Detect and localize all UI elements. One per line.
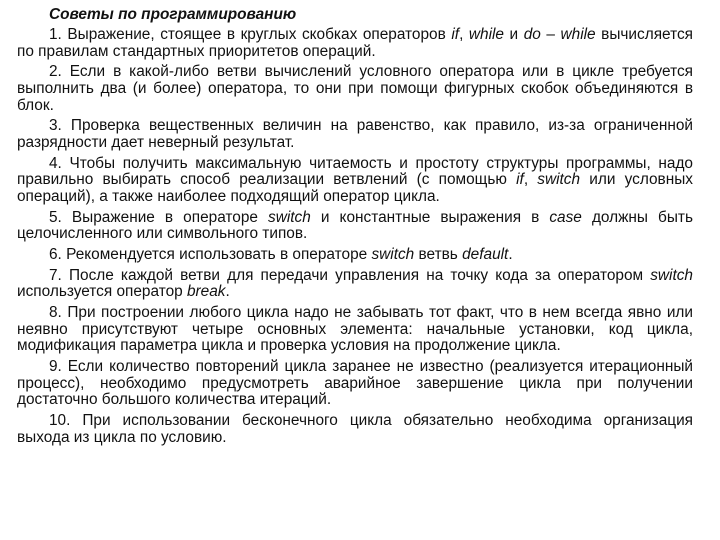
tip-paragraph bbox=[17, 359, 693, 409]
tip-keyword: if bbox=[516, 171, 524, 189]
tip-text: 2. Если в какой-либо ветви вычислений условного оператора или в цикле требуется выполнить два (и более) оператора, то они при помощи фигурных скобок объединяются в блок. bbox=[17, 63, 693, 114]
tip-paragraph bbox=[17, 413, 693, 446]
tip-keyword: switch bbox=[371, 246, 415, 264]
tips-list bbox=[17, 27, 693, 446]
tip-text: 9. Если количество повторений цикла заранее не известно (реализуется итерационный процесс), необходимо предусмотреть аварийное завершение цикла при получении достаточно большого количества итераций. bbox=[17, 358, 693, 409]
tip-paragraph bbox=[17, 156, 693, 206]
tip-text: используется оператор bbox=[17, 283, 187, 301]
tip-paragraph bbox=[17, 247, 693, 264]
tip-keyword: while bbox=[468, 26, 504, 43]
tip-text: , bbox=[459, 26, 469, 43]
tip-keyword: while bbox=[560, 26, 596, 43]
tip-text: 7. После каждой ветви для передачи управления на точку кода за оператором bbox=[49, 266, 651, 284]
tip-keyword: case bbox=[549, 208, 582, 226]
document-page bbox=[17, 6, 693, 451]
tip-paragraph bbox=[17, 27, 693, 60]
tip-keyword: switch bbox=[268, 208, 311, 226]
tip-text: и константные выражения в bbox=[310, 208, 550, 226]
tip-keyword: switch bbox=[537, 171, 581, 189]
tip-paragraph bbox=[17, 118, 693, 151]
tip-text: . bbox=[508, 246, 513, 264]
tip-text: ветвь bbox=[414, 246, 463, 264]
document-title: Советы по программированию bbox=[49, 6, 297, 23]
tip-text: 6. Рекомендуется использовать в операторе bbox=[49, 246, 372, 264]
tip-text: 1. Выражение, стоящее в круглых скобках операторов bbox=[49, 26, 452, 43]
tip-keyword: default bbox=[462, 246, 509, 264]
tip-text: , bbox=[523, 171, 538, 189]
tip-text: – bbox=[540, 26, 561, 43]
tip-text: или условных операций), а также наиболее подходящий оператор цикла. bbox=[17, 171, 693, 205]
tip-text: 4. Чтобы получить максимальную читаемость и простоту структуры программы, надо правильно выбирать способ реализации ветвлений (с помощью bbox=[17, 154, 693, 189]
tip-paragraph bbox=[17, 305, 693, 355]
tip-text: 10. При использовании бесконечного цикла обязательно необходима организация выхода из цикла по условию. bbox=[17, 412, 693, 446]
tip-keyword: do bbox=[523, 26, 541, 43]
tip-paragraph bbox=[17, 64, 693, 114]
tip-text: 5. Выражение в операторе bbox=[49, 208, 269, 226]
tip-text: и bbox=[503, 26, 524, 43]
tip-text: вычисляется по правилам стандартных приоритетов операций. bbox=[17, 26, 693, 60]
tip-keyword: break bbox=[187, 283, 226, 301]
tip-text: должны быть целочисленного или символьного типов. bbox=[17, 208, 693, 243]
tip-text: . bbox=[225, 283, 230, 301]
tip-keyword: if bbox=[451, 26, 460, 43]
tip-text: 8. При построении любого цикла надо не забывать тот факт, что в нем всегда явно или неявно присутствуют четыре основных элемента: начальные установки, код цикла, модификация параметра цикла и проверка условия на продолжение цикла. bbox=[17, 304, 693, 355]
tip-paragraph bbox=[17, 268, 693, 301]
tip-text: 3. Проверка вещественных величин на равенство, как правило, из-за ограниченной разрядности дает неверный результат. bbox=[17, 117, 693, 151]
tip-keyword: switch bbox=[650, 266, 693, 284]
tip-paragraph bbox=[17, 210, 693, 243]
